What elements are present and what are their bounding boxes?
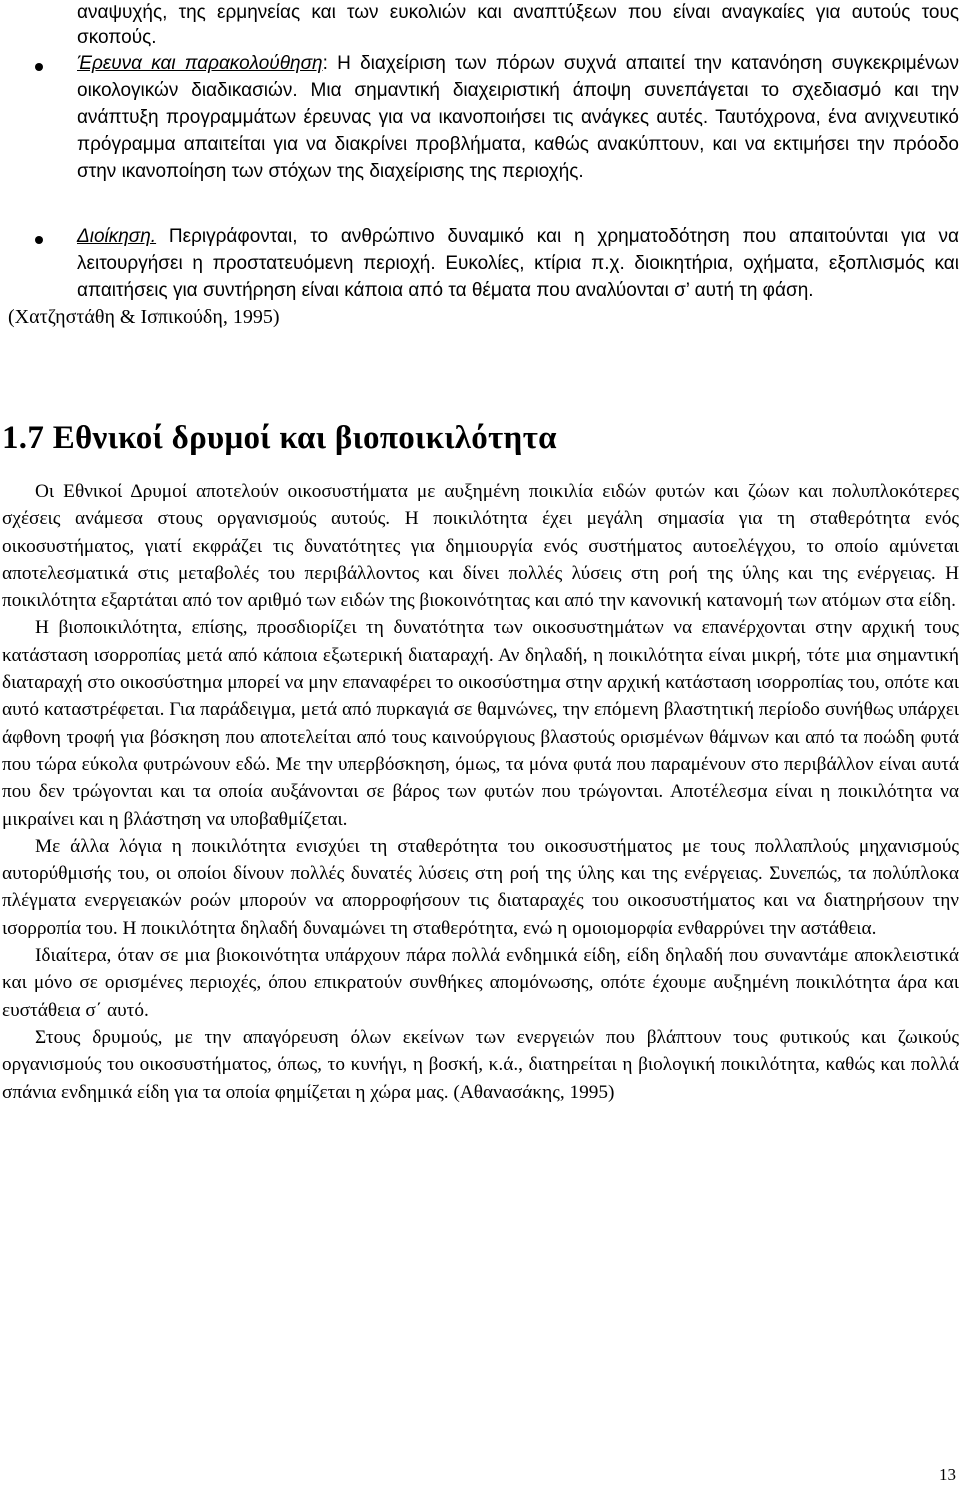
list-item-text: Περιγράφονται, το ανθρώπινο δυναμικό και η χρηματοδότηση που απαιτούνται για να λειτουργήσει η προστατευόμενη περιοχή. Ευκολίες, κτίρια π.χ. διοικητήρια, οχήματα, εξοπλισμός και απαιτήσεις για συντήρηση είναι κάποια από τα θέματα που αναλύονται σ’ αυτή τη φάση. bbox=[77, 226, 959, 301]
paragraph: Η βιοποικιλότητα, επίσης, προσδιορίζει τη δυνατότητα των οικοσυστημάτων να επανέρχονται στην αρχική τους κατάσταση ισορροπίας μετά από κάποια εξωτερική διαταραχή. Αν δηλαδή, η ποικιλότητα είναι μικρή, τότε μια σημαντική διαταραχή στο οικοσύστημα μπορεί να μην επαναφέρει το οικοσύστημα στην αρχική κατάσταση ισορροπίας του, οπότε και αυτό καταστρέφεται. Για παράδειγμα, μετά από πυρκαγιά σε θαμνώνες, την επόμενη βλαστητική περίοδο συνήθως υπάρχει άφθονη τροφή για βόσκηση που αποτελείται από τους καινούργιους βλαστούς ορισμένων θάμνων και από τα ποώδη φυτά που τώρα εύκολα φυτρώνουν εδώ. Με την υπερβόσκηση, όμως, τα μόνα φυτά που παραμένουν στο περιβάλλον είναι αυτά που δεν τρώγονται και τα οποία αυξάνονται σε βάρος των φυτών που τρώγονται. Αποτέλεσμα είναι η ποικιλότητα να μικραίνει και η βλάστηση να υποβαθμίζεται. bbox=[2, 617, 959, 830]
page-number: 13 bbox=[939, 1465, 956, 1484]
list-item bbox=[77, 50, 959, 185]
list-item-term: Διοίκηση. bbox=[77, 226, 157, 247]
paragraph: Στους δρυμούς, με την απαγόρευση όλων εκείνων των ενεργειών που βλάπτουν τους φυτικούς και ζωικούς οργανισμούς του οικοσυστήματος, όπως, το κυνήγι, η βοσκή, κ.ά., διατηρείται η βιολογική ποικιλότητα, καθώς και πολλά σπάνια ενδημικά είδη για τα οποία φημίζεται η χώρα μας. (Αθανασάκης, 1995) bbox=[2, 1026, 959, 1103]
list-item-term: Έρευνα και παρακολούθηση bbox=[77, 53, 323, 74]
list-item bbox=[77, 223, 959, 304]
paragraph: Οι Εθνικοί Δρυμοί αποτελούν οικοσυστήματα με αυξημένη ποικιλία ειδών φυτών και ζώων και πολυπλοκότερες σχέσεις ανάμεσα στους οργανισμούς αυτούς. Η ποικιλότητα έχει μεγάλη σημασία για τη σταθερότητα ενός οικοσυστήματος, γιατί εκφράζει τις δυνατότητες για δημιουργία ενός συστήματος αυτοελέγχου, το οποίο αμύνεται αποτελεσματικά στις μεταβολές του περιβάλλοντος και δίνει πολλές λύσεις στη ροή της ύλης και της ενέργειας. Η ποικιλότητα εξαρτάται από τον αριθμό των ειδών της βιοκοινότητας και από την κανονική κατανομή των ατόμων στα είδη. bbox=[2, 481, 959, 612]
bullet-icon bbox=[35, 236, 43, 244]
reference-citation: (Χατζηστάθη & Ισπικούδη, 1995) bbox=[8, 306, 280, 328]
bullet-icon bbox=[35, 63, 43, 71]
continued-text: αναψυχής, της ερμηνείας και των ευκολιών και αναπτύξεων που είναι αναγκαίες για αυτούς τους σκοπούς. bbox=[77, 2, 959, 48]
section-body bbox=[2, 478, 959, 1106]
paragraph: Με άλλα λόγια η ποικιλότητα ενισχύει τη σταθερότητα του οικοσυστήματος με τους πολλαπλούς μηχανισμούς αυτορύθμισής του, οι οποίοι δίνουν πολλές δυνατές λύσεις στη ροή της ύλης και της ενέργειας. Συνεπώς, τα πολύπλοκα πλέγματα ενεργειακών ροών μπορούν να απορροφήσουν τις διαταραχές του οικοσυστήματος και να διατηρήσουν την ισορροπία του. Η ποικιλότητα δηλαδή δυναμώνει τη σταθερότητα, ενώ η ομοιομορφία ενθαρρύνει την αστάθεια. bbox=[2, 835, 959, 939]
list-item-text: : Η διαχείριση των πόρων συχνά απαιτεί την κατανόηση συγκεκριμένων οικολογικών διαδικασιών. Μια σημαντική διαχειριστική άποψη συνεπάγεται το σχεδιασμό και την ανάπτυξη προγραμμάτων έρευνας για να ικανοποιήσει τις ανάγκες αυτές. Ταυτόχρονα, ένα ανιχνευτικό πρόγραμμα απαιτείται για να διακρίνει προβλήματα, καθώς ανακύπτουν, και να εκτιμήσει την πρόοδο στην ικανοποίηση των στόχων της διαχείρισης της περιοχής. bbox=[77, 53, 960, 182]
paragraph: Ιδιαίτερα, όταν σε μια βιοκοινότητα υπάρχουν πάρα πολλά ενδημικά είδη, είδη δηλαδή που συναντάμε αποκλειστικά και μόνο σε ορισμένες περιοχές, όπου επικρατούν συνθήκες απομόνωσης, οπότε έχουμε αυξημένη ποικιλότητα άρα και ευστάθεια σ΄ αυτό. bbox=[2, 945, 959, 1021]
section-heading: 1.7 Εθνικοί δρυμοί και βιοποικιλότητα bbox=[2, 420, 557, 456]
